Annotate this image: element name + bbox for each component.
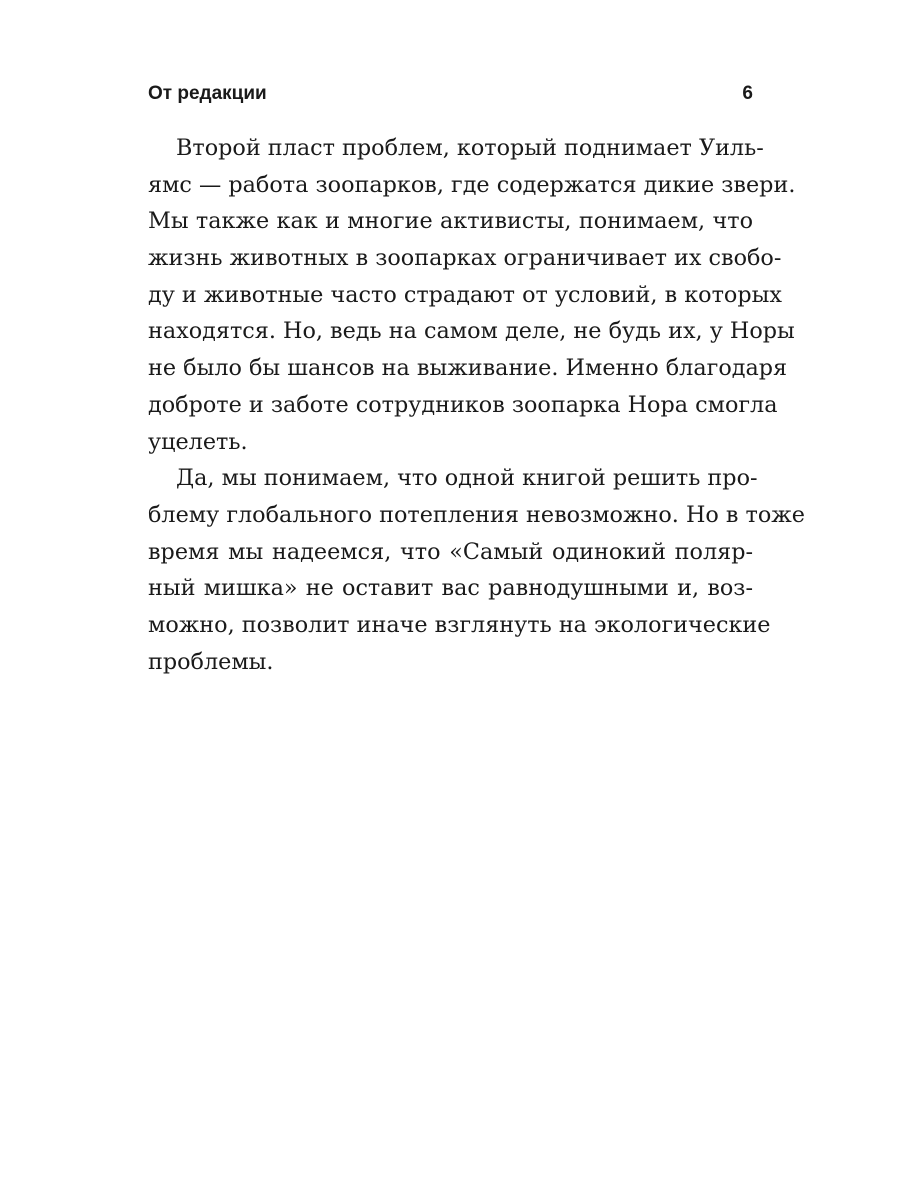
section-title: От редакции bbox=[148, 83, 267, 104]
text-line: жизнь животных в зоопарках ограничивает их свобо- bbox=[148, 245, 782, 272]
text-line: Мы также как и многие активисты, понимаем, что bbox=[148, 208, 753, 235]
page-number: 6 bbox=[742, 83, 753, 104]
text-line: ный мишка» не оставит вас равнодушными и, воз- bbox=[148, 575, 753, 602]
text-line: можно, позволит иначе взглянуть на экологические bbox=[148, 611, 771, 638]
text-line: Второй пласт проблем, который поднимает Уиль- bbox=[176, 135, 764, 161]
text-line: блему глобального потепления невозможно. Но в тоже bbox=[148, 501, 806, 528]
text-line: не было бы шансов на выживание. Именно благодаря bbox=[148, 355, 788, 382]
text-line: находятся. Но, ведь на самом деле, не будь их, у Норы bbox=[148, 318, 795, 345]
body-text bbox=[148, 130, 806, 680]
text-line: уцелеть. bbox=[148, 428, 248, 455]
paragraph bbox=[148, 130, 796, 460]
text-line: доброте и заботе сотрудников зоопарка Нора смогла bbox=[148, 391, 778, 418]
text-line: ду и животные часто страдают от условий, в которых bbox=[148, 281, 782, 308]
running-head bbox=[148, 80, 753, 108]
paragraph bbox=[148, 460, 806, 680]
text-line: время мы надеемся, что «Самый одинокий поляр- bbox=[148, 538, 753, 565]
text-line: ямс — работа зоопарков, где содержатся дикие звери. bbox=[148, 171, 796, 198]
text-line: Да, мы понимаем, что одной книгой решить про- bbox=[176, 465, 758, 492]
text-line: проблемы. bbox=[148, 648, 274, 675]
